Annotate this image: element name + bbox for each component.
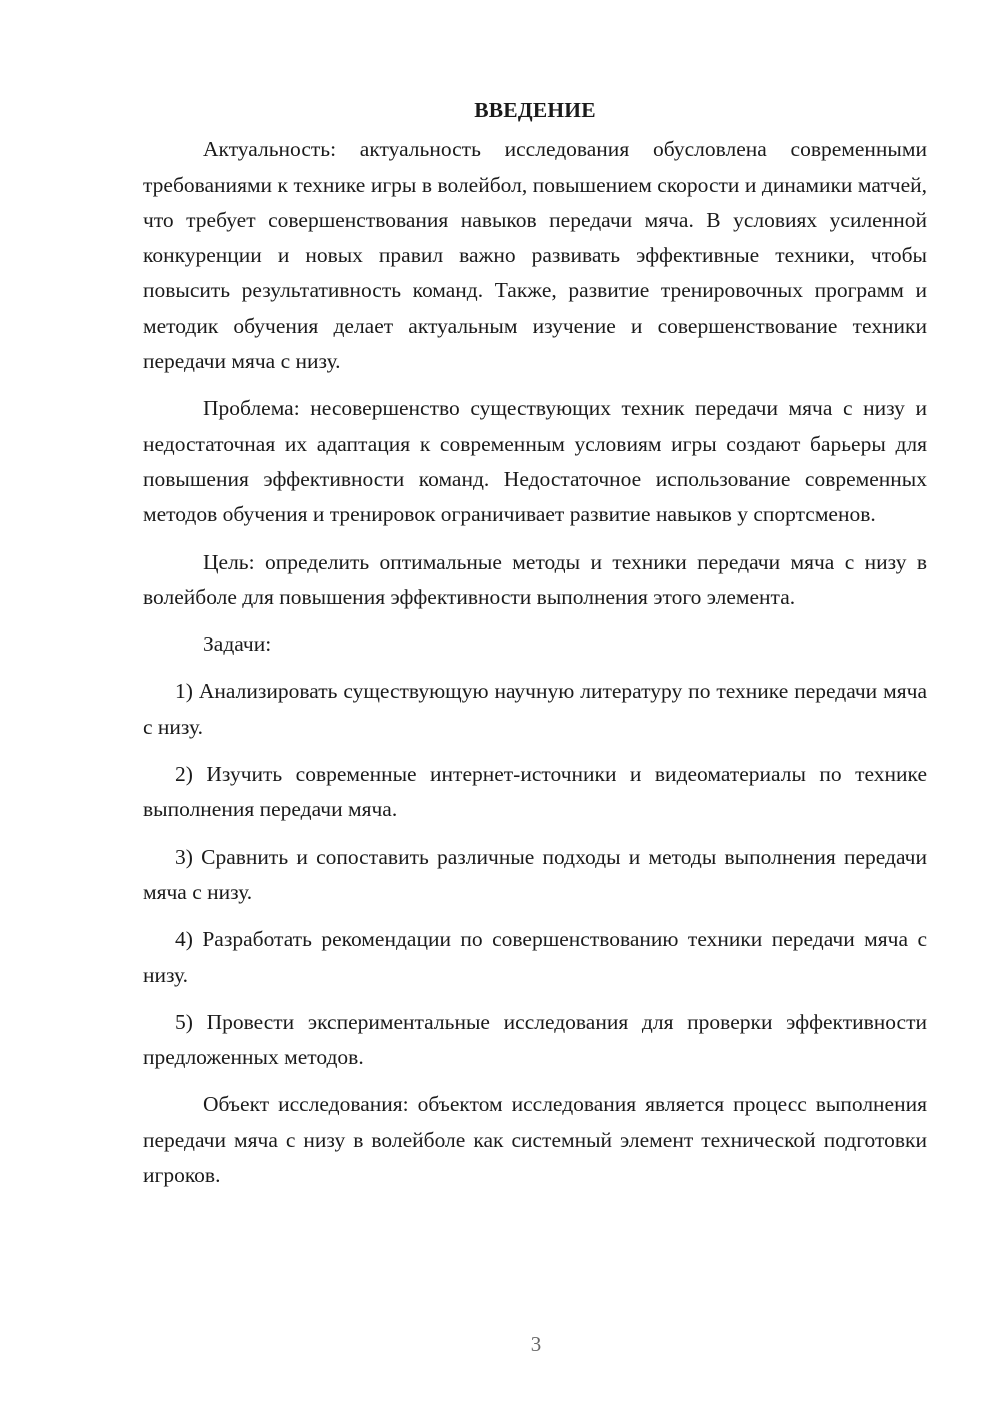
- goal-paragraph: Цель: определить оптимальные методы и техники передачи мяча с низу в волейболе для повышения эффективности выполнения этого элемента.: [143, 549, 927, 609]
- task-item-1: 1) Анализировать существующую научную литературу по технике передачи мяча с низу.: [143, 679, 927, 739]
- page-number: 3: [530, 1332, 542, 1356]
- problem-paragraph: Проблема: несовершенство существующих техник передачи мяча с низу и недостаточная их адаптация к современным условиям игры создают барьеры для повышения эффективности команд. Недостаточное использование современных методов обучения и тренировок ограничивает развитие навыков у спортсменов.: [143, 396, 927, 527]
- task-item-5: 5) Провести экспериментальные исследования для проверки эффективности предложенных методов.: [143, 1009, 927, 1070]
- object-paragraph: Объект исследования: объектом исследования является процесс выполнения передачи мяча с низу в волейболе как системный элемент технической подготовки игроков.: [143, 1092, 927, 1188]
- section-title: ВВЕДЕНИЕ: [474, 98, 596, 122]
- page-content: [143, 93, 927, 1205]
- task-item-2: 2) Изучить современные интернет-источники и видеоматериалы по технике выполнения передачи мяча.: [143, 762, 927, 822]
- tasks-label: Задачи:: [203, 632, 272, 657]
- task-item-3: 3) Сравнить и сопоставить различные подходы и методы выполнения передачи мяча с низу.: [143, 844, 927, 904]
- task-item-4: 4) Разработать рекомендации по совершенствованию техники передачи мяча с низу.: [143, 927, 927, 987]
- relevance-paragraph: Актуальность: актуальность исследования обусловлена современными требованиями к технике игры в волейбол, повышением скорости и динамики матчей, что требует совершенствования навыков передачи мяча. В условиях усиленной конкуренции и новых правил важно развивать эффективные техники, чтобы повысить результативность команд. Также, развитие тренировочных программ и методик обучения делает актуальным изучение и совершенствование техники передачи мяча с низу.: [143, 137, 927, 374]
